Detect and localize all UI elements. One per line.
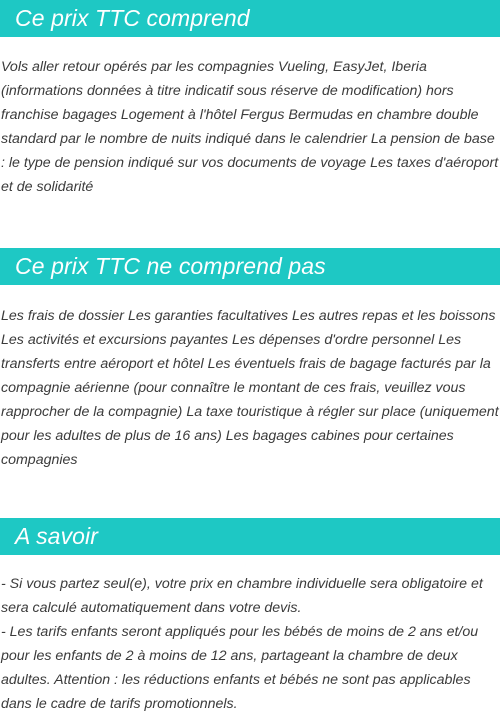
good-to-know-line-children: - Les tarifs enfants seront appliqués pour les bébés de moins de 2 ans et/ou pour les enfants de 2 à moins de 12 ans, partageant la chambre de deux adultes. Attention : les réductions enfants et bébés ne sont pas applicables dans le cadre de tarifs promotionnels. [1, 624, 483, 712]
section-header-included [0, 0, 500, 37]
good-to-know-line-solo: - Si vous partez seul(e), votre prix en chambre individuelle sera obligatoire et sera calculé automatiquement dans votre devis. [1, 576, 487, 616]
section-included [0, 0, 500, 199]
section-title-not-included: Ce prix TTC ne comprend pas [15, 253, 326, 279]
not-included-text: Les frais de dossier Les garanties facultatives Les autres repas et les boissons Les activités et excursions payantes Les dépenses d'ordre personnel Les transferts entre aéroport et hôtel Les éventuels frais de bagage facturés par la compagnie aérienne (pour connaître le montant de ces frais, veuillez vous rapprocher de la compagnie) La taxe touristique à régler sur place (uniquement pour les adultes de plus de 16 ans) Les bagages cabines pour certaines compagnies [1, 308, 499, 468]
section-good-to-know [0, 518, 500, 716]
good-to-know-text [0, 572, 500, 716]
section-not-included [0, 248, 500, 472]
section-header-not-included [0, 248, 500, 285]
section-title-good-to-know: A savoir [15, 523, 99, 549]
section-header-good-to-know [0, 518, 500, 555]
section-title-included: Ce prix TTC comprend [15, 5, 250, 31]
included-text: Vols aller retour opérés par les compagnies Vueling, EasyJet, Iberia (informations données à titre indicatif sous réserve de modification) hors franchise bagages Logement à l'hôtel Fergus Bermudas en chambre double standard par le nombre de nuits indiqué dans le calendrier La pension de base : le type de pension indiqué sur vos documents de voyage Les taxes d'aéroport et de solidarité [1, 59, 499, 195]
